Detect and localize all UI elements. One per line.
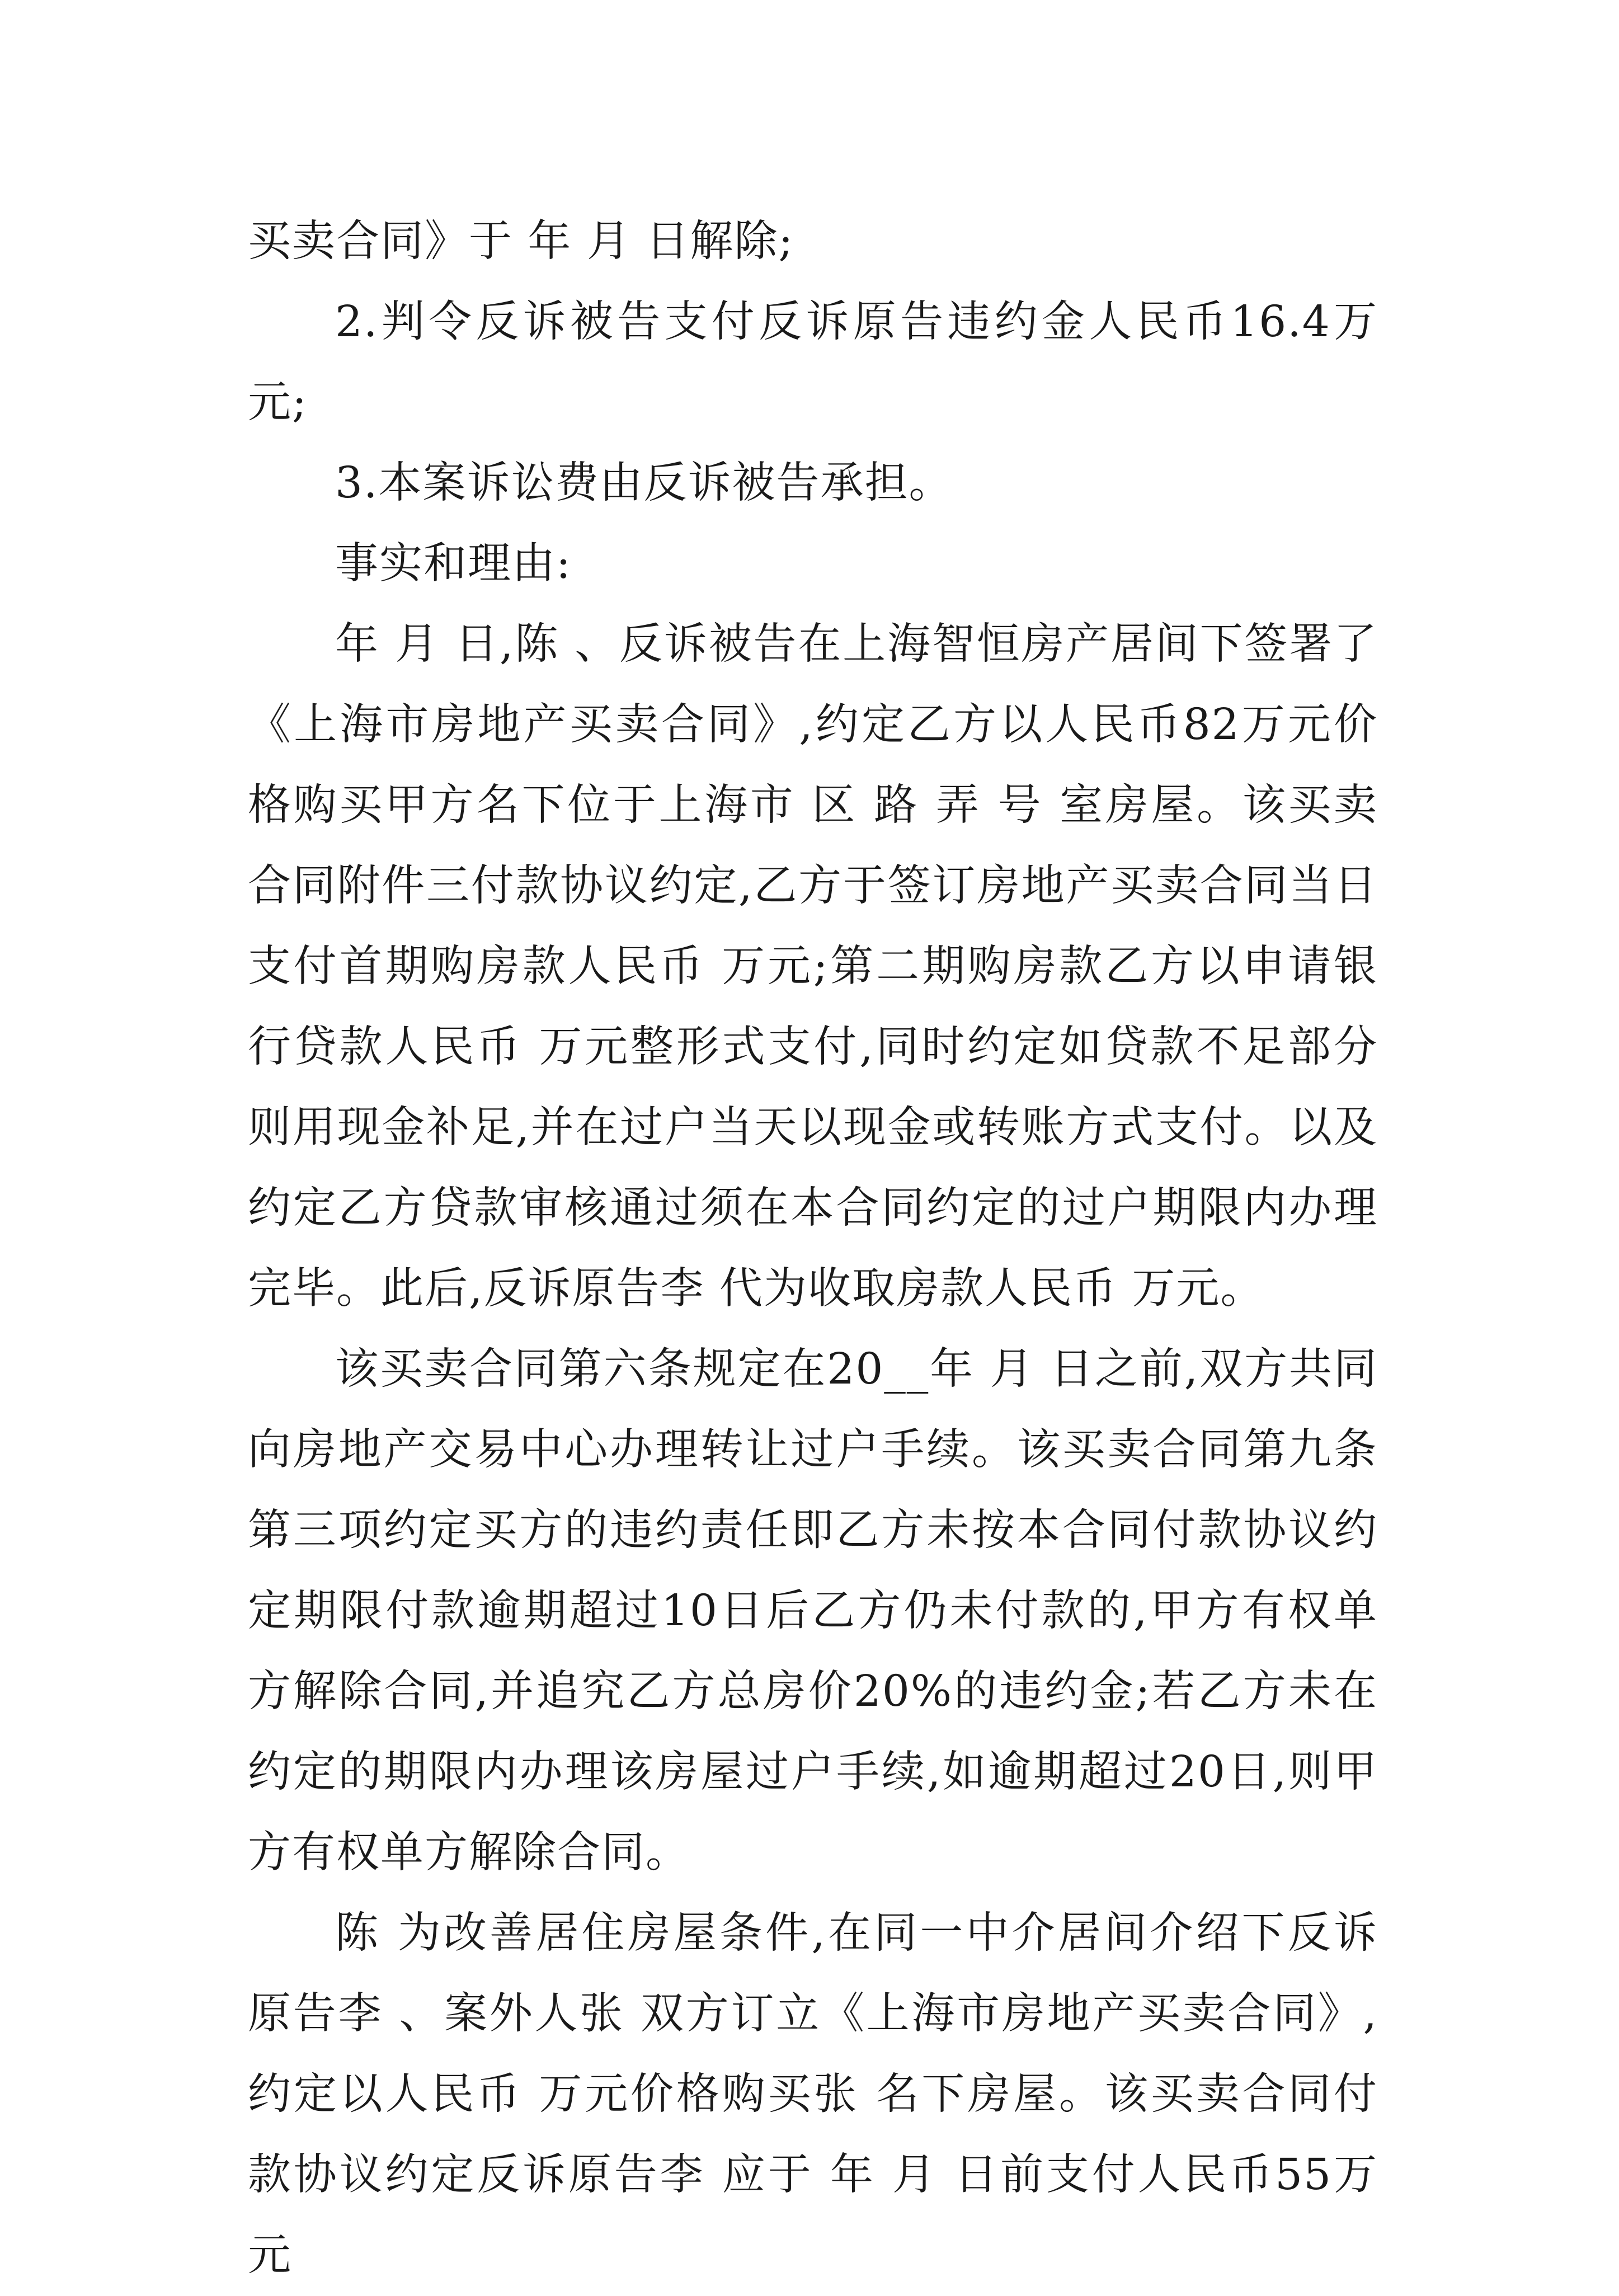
paragraph-facts-3: 陈 为改善居住房屋条件,在同一中介居间介绍下反诉原告李 、案外人张 双方订立《上海市房地产买卖合同》,约定以人民币 万元价格购买张 名下房屋。该买卖合同付款协议约定反诉原告李 应于 年 月 日前支付人民币55万元 <box>248 1908 1378 2280</box>
paragraph-facts-2: 该买卖合同第六条规定在20__年 月 日之前,双方共同向房地产交易中心办理转让过户手续。该买卖合同第九条第三项约定买方的违约责任即乙方未按本合同付款协议约定期限付款逾期超过10日后乙方仍未付款的,甲方有权单方解除合同,并追究乙方总房价20%的违约金;若乙方未在约定的期限内办理该房屋过户手续,如逾期超过20日,则甲方有权单方解除合同。 <box>248 1344 1378 1878</box>
document-body <box>248 201 1378 2296</box>
paragraph-claim-3: 3.本案诉讼费由反诉被告承担。 <box>335 458 953 508</box>
paragraph-contract-termination: 买卖合同》于 年 月 日解除; <box>248 217 794 266</box>
section-heading-facts: 事实和理由: <box>335 539 572 589</box>
paragraph-facts-1: 年 月 日,陈 、反诉被告在上海智恒房产居间下签署了《上海市房地产买卖合同》,约定乙方以人民币82万元价格购买甲方名下位于上海市 区 路 弄 号 室房屋。该买卖合同附件三付款协议约定,乙方于签订房地产买卖合同当日支付首期购房款人民币 万元;第二期购房款乙方以申请银行贷款人民币 万元整形式支付,同时约定如贷款不足部分则用现金补足,并在过户当天以现金或转账方式支付。以及约定乙方贷款审核通过须在本合同约定的过户期限内办理完毕。此后,反诉原告李 代为收取房款人民币 万元。 <box>248 619 1378 1314</box>
paragraph-claim-2: 2.判令反诉被告支付反诉原告违约金人民币16.4万元; <box>248 297 1378 427</box>
